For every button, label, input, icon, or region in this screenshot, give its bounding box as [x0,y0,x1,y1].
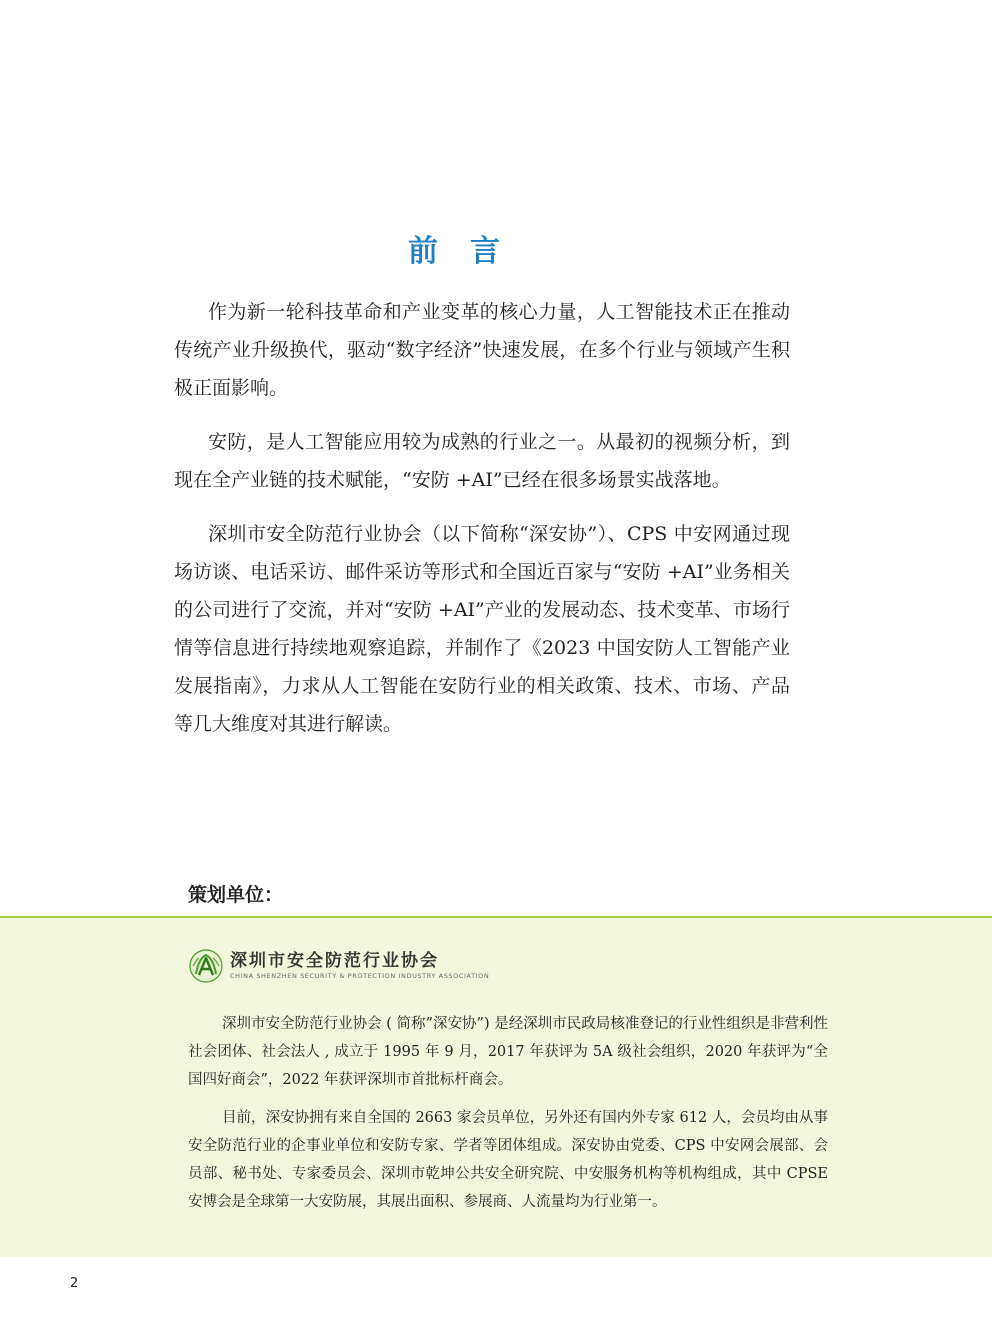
association-paragraph: 深圳市安全防范行业协会 ( 简称”深安协”) 是经深圳市民政局核准登记的行业性组织是非营利性社会团体、社会法人 , 成立于 1995 年 9 月，2017 年获评为 5A 级社会组织，2020 年获评为“全国四好商会”，2022 年获评深圳市首批标杆商会。 [188,1016,828,1088]
preface-paragraph: 深圳市安全防范行业协会（以下简称“深安协”）、CPS 中安网通过现场访谈、电话采访、邮件采访等形式和全国近百家与“安防 +AI”业务相关的公司进行了交流，并对“安防 +AI”产业的发展动态、技术变革、市场行情等信息进行持续地观察追踪，并制作了《2023 中国安防人工智能产业发展指南》，力求从人工智能在安防行业的相关政策、技术、市场、产品等几大维度对其进行解读。 [174,523,790,735]
association-panel [0,916,992,1257]
logo-name-en: CHINA SHENZHEN SECURITY & PROTECTION INDUSTRY ASSOCIATION [230,972,490,980]
planner-label: 策划单位： [188,884,284,906]
logo-name-cn: 深圳市安全防范行业协会 [230,951,439,971]
association-emblem-icon [188,948,224,984]
association-logo [188,946,489,986]
logo-text [230,951,489,981]
preface-title: 前言 [408,234,532,270]
preface-body [174,293,790,759]
page-number: 2 [70,1276,79,1291]
association-description [188,1010,828,1226]
association-paragraph: 目前，深安协拥有来自全国的 2663 家会员单位，另外还有国内外专家 612 人，会员均由从事安全防范行业的企事业单位和安防专家、学者等团体组成。深安协由党委、CPS 中安网会展部、会员部、秘书处、专家委员会、深圳市乾坤公共安全研究院、中安服务机构等机构组成，其中 CPSE 安博会是全球第一大安防展，其展出面积、参展商、人流量均为行业第一。 [188,1110,828,1210]
preface-paragraph: 作为新一轮科技革命和产业变革的核心力量，人工智能技术正在推动传统产业升级换代，驱动“数字经济”快速发展，在多个行业与领域产生积极正面影响。 [174,301,790,399]
preface-paragraph: 安防，是人工智能应用较为成熟的行业之一。从最初的视频分析，到现在全产业链的技术赋能，“安防 +AI”已经在很多场景实战落地。 [174,431,790,491]
